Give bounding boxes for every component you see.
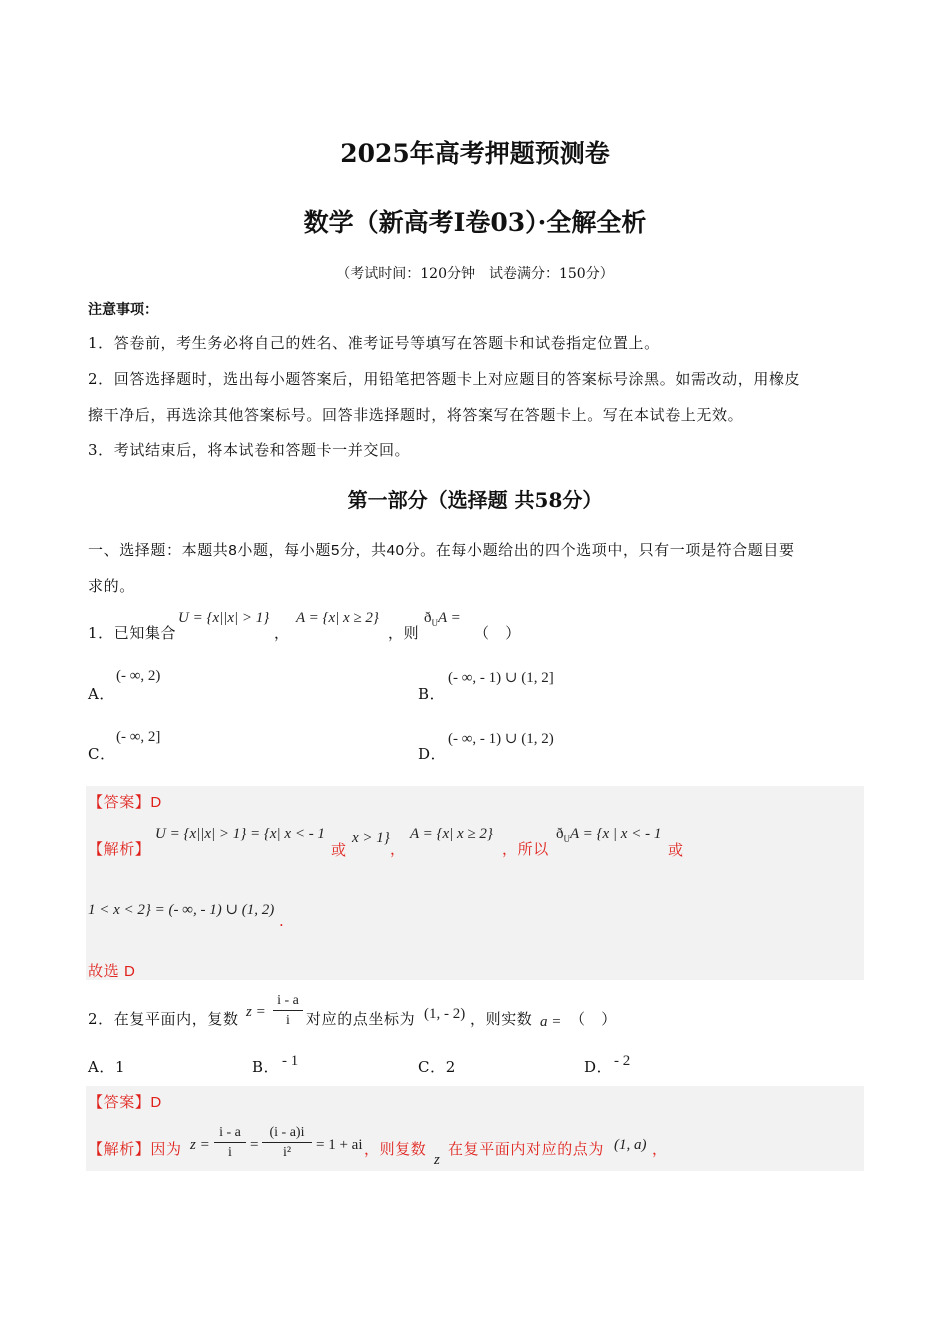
q1-set-u: U = {x||x| > 1} <box>178 610 270 626</box>
part1-instructions-line1: 一、选择题：本题共8小题，每小题5分，共40分。在每小题给出的四个选项中，只有一项是符合题目要 <box>88 542 795 559</box>
q2-an-z2: z <box>434 1152 440 1168</box>
q1-option-a: (- ∞, 2) <box>116 668 161 684</box>
q2-stem-mid: 对应的点坐标为 <box>306 1010 416 1028</box>
q2-option-d: - 2 <box>614 1053 631 1069</box>
q1-analysis-period: . <box>279 912 285 930</box>
q2-a-eq: a = <box>540 1014 562 1030</box>
q2-option-b-label: B． <box>252 1058 280 1076</box>
page-subtitle: 数学（新高考Ⅰ卷03）·全解全析 <box>303 208 647 237</box>
part1-instructions-line2: 求的。 <box>88 578 135 595</box>
q2-stem-after: ，则实数 <box>470 1010 533 1028</box>
q2-analysis-label: 【解析】因为 <box>88 1140 182 1158</box>
q1-analysis-math4: $ð_UA = \{x$ | x < - 1 <box>556 826 662 844</box>
q2-answer: 【答案】D <box>88 1093 162 1111</box>
note-item-1: 1．答卷前，考生务必将自己的姓名、准考证号等填写在答题卡和试卷指定位置上。 <box>88 334 660 352</box>
q2-an-fraction1 <box>212 1124 248 1161</box>
q2-an-text: ，则复数 <box>364 1140 427 1158</box>
q2-option-b: - 1 <box>282 1053 299 1069</box>
q2-an-fraction2-den: i² <box>282 1145 292 1160</box>
q1-option-c: (- ∞, 2] <box>116 729 161 745</box>
q2-an-fraction1-num: i - a <box>219 1125 241 1140</box>
q1-analysis-math2: x > 1} <box>352 830 390 846</box>
note-item-2-cont: 擦干净后，再选涂其他答案标号。回答非选择题时，将答案写在答题卡上。写在本试卷上无效。 <box>88 406 744 424</box>
q2-z-eq: z = <box>246 1004 266 1020</box>
q1-conclusion: 故选 D <box>88 963 136 980</box>
page-title: 2025年高考押题预测卷 <box>340 139 610 168</box>
q1-analysis-so: ，所以 <box>502 840 549 858</box>
q1-analysis-label: 【解析】 <box>88 840 151 858</box>
q2-fraction <box>271 992 305 1029</box>
q2-an-fraction2-bar <box>262 1142 312 1143</box>
q1-analysis-line2: 1 < x < 2} = (- ∞, - 1) ∪ (1, 2) <box>88 902 275 918</box>
q2-fraction-num: i - a <box>277 993 299 1008</box>
q1-option-d: (- ∞, - 1) ∪ (1, 2) <box>448 731 554 747</box>
q2-point: (1, - 2) <box>424 1006 466 1022</box>
q1-set-a: A = {x| x ≥ 2} <box>296 610 379 626</box>
q1-comma2: ，则 <box>388 624 420 642</box>
q2-option-c: C．2 <box>418 1058 456 1076</box>
q1-analysis-math3: A = {x| x ≥ 2} <box>410 826 493 842</box>
q1-answer: 【答案】D <box>88 793 162 811</box>
part1-heading: 第一部分（选择题 共58分） <box>347 488 603 512</box>
note-item-3: 3．考试结束后，将本试卷和答题卡一并交回。 <box>88 441 411 459</box>
note-item-2: 2．回答选择题时，选出每小题答案后，用铅笔把答题卡上对应题目的答案标号涂黑。如需改动，用橡皮 <box>88 370 801 388</box>
q2-an-fraction1-den: i <box>228 1145 232 1160</box>
q2-an-fraction2-num: (i - a)i <box>269 1125 305 1140</box>
q1-blank: （ ） <box>474 624 521 642</box>
notes-heading: 注意事项： <box>88 302 158 318</box>
q2-option-d-label: D． <box>584 1058 613 1076</box>
q2-an-result: = 1 + ai <box>316 1137 363 1153</box>
q1-analysis-or1: 或 <box>331 841 347 859</box>
q2-an-fraction2 <box>260 1124 314 1161</box>
q2-an-fraction1-bar <box>214 1142 246 1143</box>
q2-an-z: z = <box>190 1137 210 1153</box>
q2-an-text2: 在复平面内对应的点为 <box>448 1140 605 1158</box>
q1-analysis-math1: U = {x||x| > 1} = {x| x < - 1 <box>155 826 325 842</box>
q2-blank: （ ） <box>570 1010 617 1028</box>
q2-option-a: A．1 <box>88 1058 126 1076</box>
q2-stem-prefix: 2．在复平面内，复数 <box>88 1010 239 1028</box>
q1-solution-box <box>86 786 864 980</box>
q2-an-point: (1, a) <box>614 1137 647 1153</box>
q1-analysis-or2: 或 <box>668 841 684 859</box>
q1-stem-prefix: 1．已知集合 <box>88 624 177 642</box>
q1-complement-symbol: $ð_UA$ = <box>424 610 461 628</box>
q2-fraction-bar <box>273 1010 303 1011</box>
exam-info: （考试时间：120分钟 试卷满分：150分） <box>336 266 614 282</box>
q1-comma1: ， <box>274 624 290 642</box>
q1-option-d-label: D． <box>418 745 447 763</box>
q1-option-b: (- ∞, - 1) ∪ (1, 2] <box>448 670 554 686</box>
q2-an-end: ， <box>652 1140 668 1158</box>
q1-analysis-comma: ， <box>390 840 406 858</box>
q2-fraction-den: i <box>286 1013 290 1028</box>
q1-option-a-label: A． <box>88 685 116 703</box>
q1-option-b-label: B． <box>418 685 446 703</box>
q1-option-c-label: C． <box>88 745 116 763</box>
q2-an-eq: = <box>250 1137 259 1153</box>
